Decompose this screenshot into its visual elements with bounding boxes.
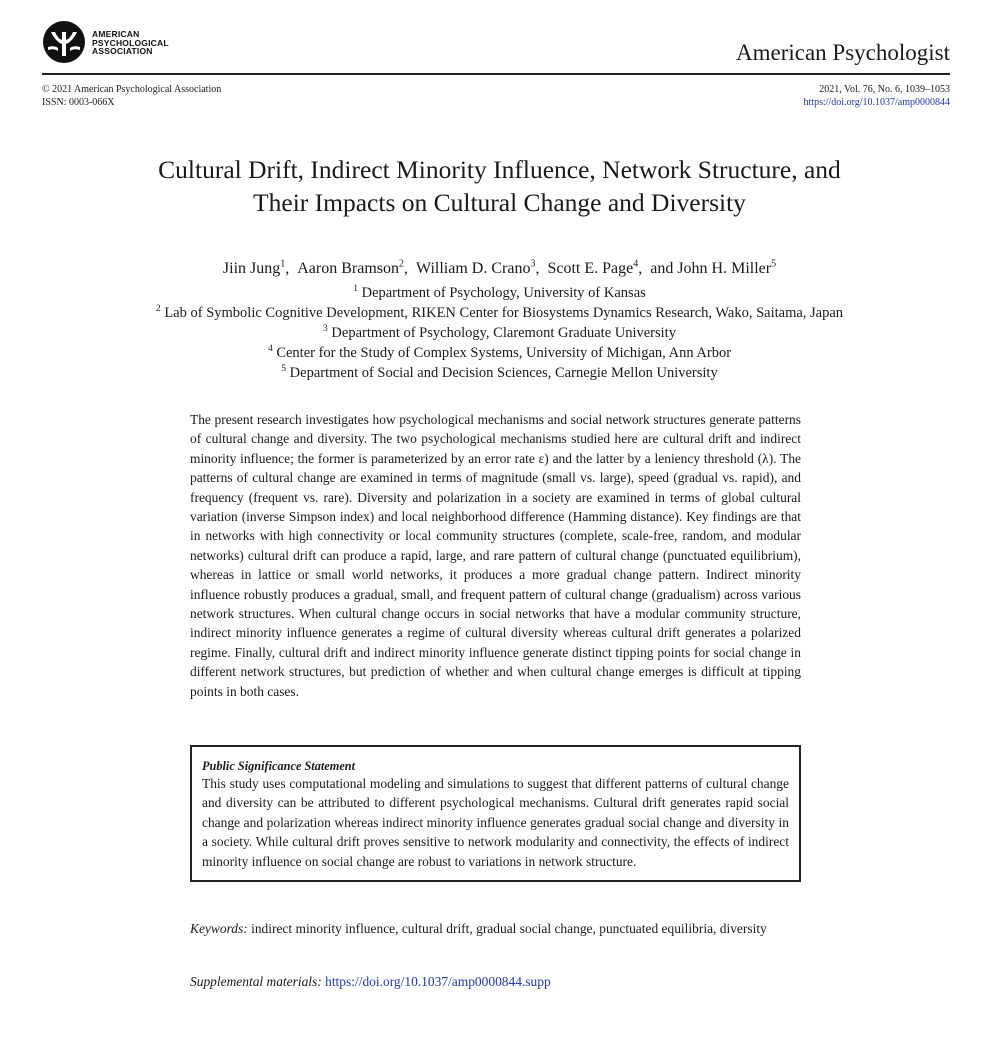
citation-block bbox=[804, 84, 950, 109]
apa-logo-icon bbox=[42, 20, 86, 64]
affiliation: $^3$ Department of Psychology, Claremont Graduate University bbox=[323, 324, 676, 341]
supplemental-label: Supplemental materials: bbox=[190, 974, 322, 989]
issn: ISSN: 0003-066X bbox=[42, 96, 115, 108]
author: Scott E. Page$^4$, bbox=[547, 259, 651, 278]
volume-info: 2021, Vol. 76, No. 6, 1039–1053 bbox=[819, 84, 950, 95]
abstract: The present research investigates how psychological mechanisms and social network structures generate patterns of cultural change and diversity. The two psychological mechanisms studied here are cultural drift and indirect minority influence; the former is parameterized by an error rate ε) and the latter by a leniency threshold (λ). The patterns of cultural change are examined in terms of magnitude (small vs. large), speed (gradual vs. rapid), and frequency (frequent vs. rare). Diversity and polarization in a society are examined in terms of global cultural variation (inverse Simpson index) and local neighborhood difference (Hamming distance). Key findings are that in networks with high connectivity or local community structures (complete, scale-free, random, and modular networks) cultural drift can produce a rapid, large, and rare pattern of cultural change (punctuated equilibrium), whereas in lattice or small world networks, it produces a more gradual change pattern. Indirect minority influence robustly produces a gradual, small, and frequent pattern of cultural change (gradualism) across various network structures. When cultural change occurs in social networks that have a modular community structure, indirect minority influence generates a regime of cultural diversity whereas cultural drift generates a polarized regime. Finally, cultural drift and indirect minority influence generate distinct tipping points for social change in different network structures, but prediction of whether and when cultural change emerges is difficult at tipping points in both cases. bbox=[190, 412, 801, 699]
keywords-label: Keywords: bbox=[190, 921, 248, 936]
author-list bbox=[40, 259, 959, 278]
header-rule bbox=[42, 73, 950, 75]
author: and John H. Miller$^5$ bbox=[650, 259, 777, 278]
article-title: Cultural Drift, Indirect Minority Influence, Network Structure, and Their Impacts on Cultural Change and Diversity bbox=[158, 155, 841, 217]
logo-wordmark: AMERICAN PSYCHOLOGICAL ASSOCIATION bbox=[92, 29, 169, 57]
public-significance-body: This study uses computational modeling and simulations to suggest that different patterns of cultural change and diversity can be attributed to different psychological mechanisms. Cultural drift generates rapid social change and polarization whereas indirect minority influence generates gradual social change and diversity in a society. While cultural drift proves sensitive to network modularity and connectivity, the effects of indirect minority influence on social change are robust to variations in network structure. bbox=[202, 776, 789, 869]
affiliation: $^5$ Department of Social and Decision Sciences, Carnegie Mellon University bbox=[281, 364, 718, 381]
public-significance-box bbox=[190, 745, 801, 882]
supplemental-link[interactable]: https://doi.org/10.1037/amp0000844.supp bbox=[325, 974, 551, 989]
affiliation: $^4$ Center for the Study of Complex Systems, University of Michigan, Ann Arbor bbox=[267, 344, 732, 361]
author: Aaron Bramson$^2$, bbox=[297, 259, 416, 278]
supplemental-materials bbox=[190, 972, 801, 991]
copyright: © 2021 American Psychological Association bbox=[42, 84, 222, 95]
affiliation: $^1$ Department of Psychology, University of Kansas bbox=[353, 284, 646, 301]
doi-link[interactable]: https://doi.org/10.1037/amp0000844 bbox=[803, 96, 950, 108]
journal-name: American Psychologist bbox=[736, 40, 950, 65]
copyright-block bbox=[42, 84, 221, 109]
public-significance-heading: Public Significance Statement bbox=[202, 759, 356, 773]
affiliation: $^2$ Lab of Symbolic Cognitive Development, RIKEN Center for Biosystems Dynamics Research, Wako, Saitama, Japan bbox=[155, 304, 844, 321]
author: Jiin Jung$^1$, bbox=[222, 259, 298, 278]
publisher-logo bbox=[42, 20, 182, 64]
keywords bbox=[190, 919, 801, 938]
keywords-text: indirect minority influence, cultural drift, gradual social change, punctuated equilibria, diversity bbox=[251, 921, 767, 936]
author: William D. Crano$^3$, bbox=[416, 259, 548, 278]
